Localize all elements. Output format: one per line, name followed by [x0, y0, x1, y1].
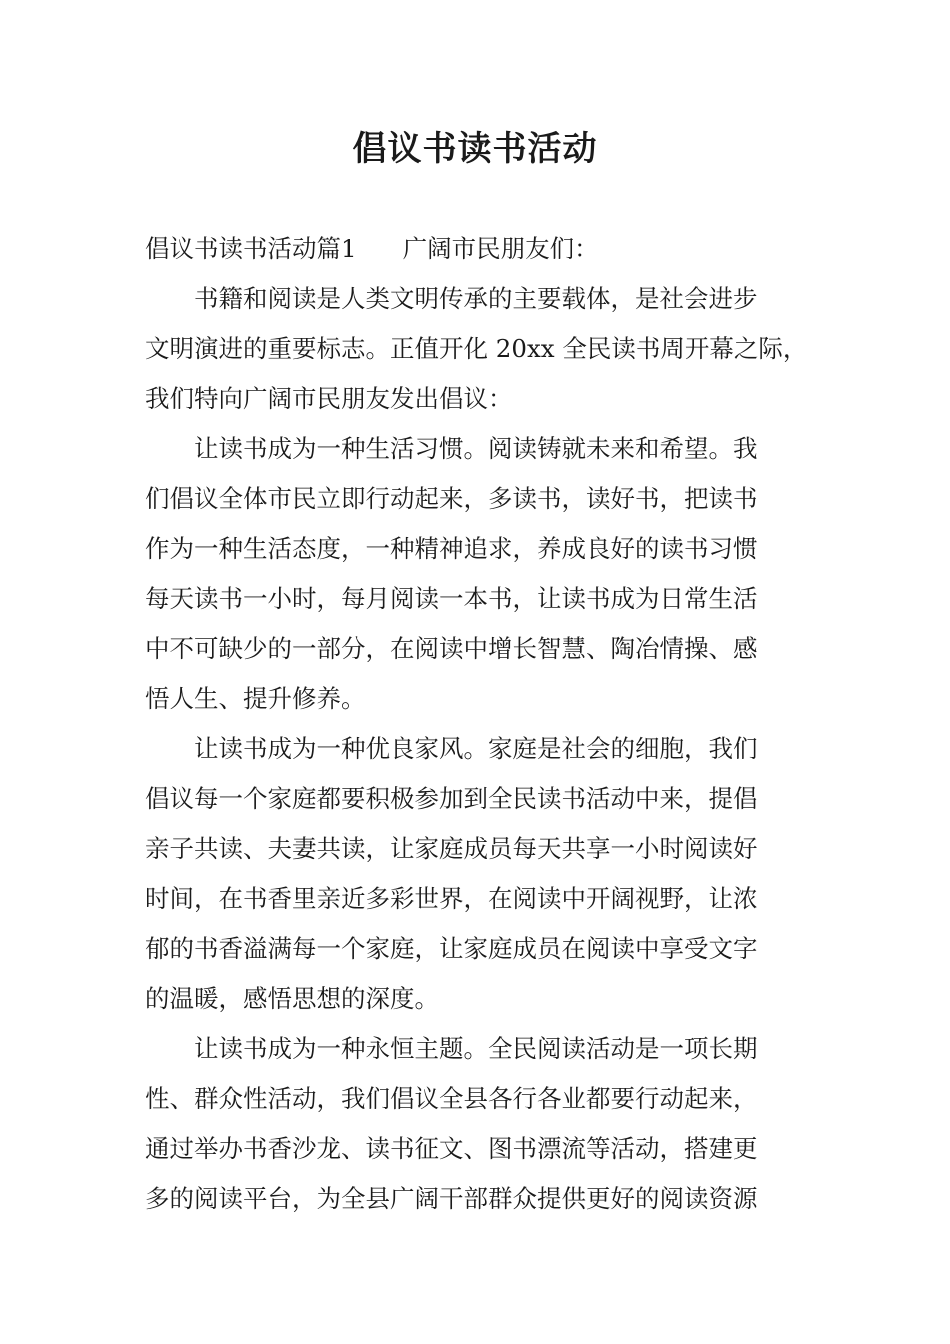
paragraph-line: 中不可缺少的一部分，在阅读中增长智慧、陶冶情操、感 — [145, 634, 758, 663]
paragraph-line: 性、群众性活动，我们倡议全县各行各业都要行动起来， — [145, 1084, 758, 1113]
intro-salutation: 广阔市民朋友们： — [402, 234, 599, 263]
paragraph-line: 每天读书一小时，每月阅读一本书，让读书成为日常生活 — [145, 584, 758, 613]
paragraph-4 — [145, 1024, 815, 1224]
paragraph-line: 我们特向广阔市民朋友发出倡议： — [145, 384, 513, 413]
paragraph-line: 郁的书香溢满每一个家庭，让家庭成员在阅读中享受文字 — [145, 934, 758, 963]
paragraph-2 — [145, 424, 815, 724]
paragraph-line: 让读书成为一种优良家风。家庭是社会的细胞，我们 — [145, 734, 758, 763]
paragraph-line: 多的阅读平台，为全县广阔干部群众提供更好的阅读资源 — [145, 1184, 758, 1213]
paragraph-line: 悟人生、提升修养。 — [145, 684, 366, 713]
paragraph-line: 文明演进的重要标志。正值开化 20xx 全民读书周开幕之际， — [145, 334, 808, 363]
paragraph-line: 们倡议全体市民立即行动起来，多读书，读好书，把读书 — [145, 484, 758, 513]
paragraph-3 — [145, 724, 815, 1024]
document-body — [145, 224, 815, 1224]
paragraph-line: 倡议每一个家庭都要积极参加到全民读书活动中来，提倡 — [145, 784, 758, 813]
paragraph-line: 时间，在书香里亲近多彩世界，在阅读中开阔视野，让浓 — [145, 884, 758, 913]
paragraph-line: 作为一种生活态度，一种精神追求，养成良好的读书习惯 — [145, 534, 758, 563]
document-title: 倡议书读书活动 — [352, 129, 598, 169]
paragraph-line: 书籍和阅读是人类文明传承的主要载体，是社会进步 — [145, 284, 758, 313]
paragraph-line: 让读书成为一种生活习惯。阅读铸就未来和希望。我 — [145, 434, 758, 463]
intro-heading: 倡议书读书活动篇1 — [145, 234, 357, 263]
paragraph-line: 让读书成为一种永恒主题。全民阅读活动是一项长期 — [145, 1034, 758, 1063]
paragraph-line: 的温暖，感悟思想的深度。 — [145, 984, 439, 1013]
paragraph-line: 通过举办书香沙龙、读书征文、图书漂流等活动，搭建更 — [145, 1134, 758, 1163]
paragraph-1 — [145, 274, 815, 424]
paragraph-line: 亲子共读、夫妻共读，让家庭成员每天共享一小时阅读好 — [145, 834, 758, 863]
intro-line — [145, 224, 815, 274]
